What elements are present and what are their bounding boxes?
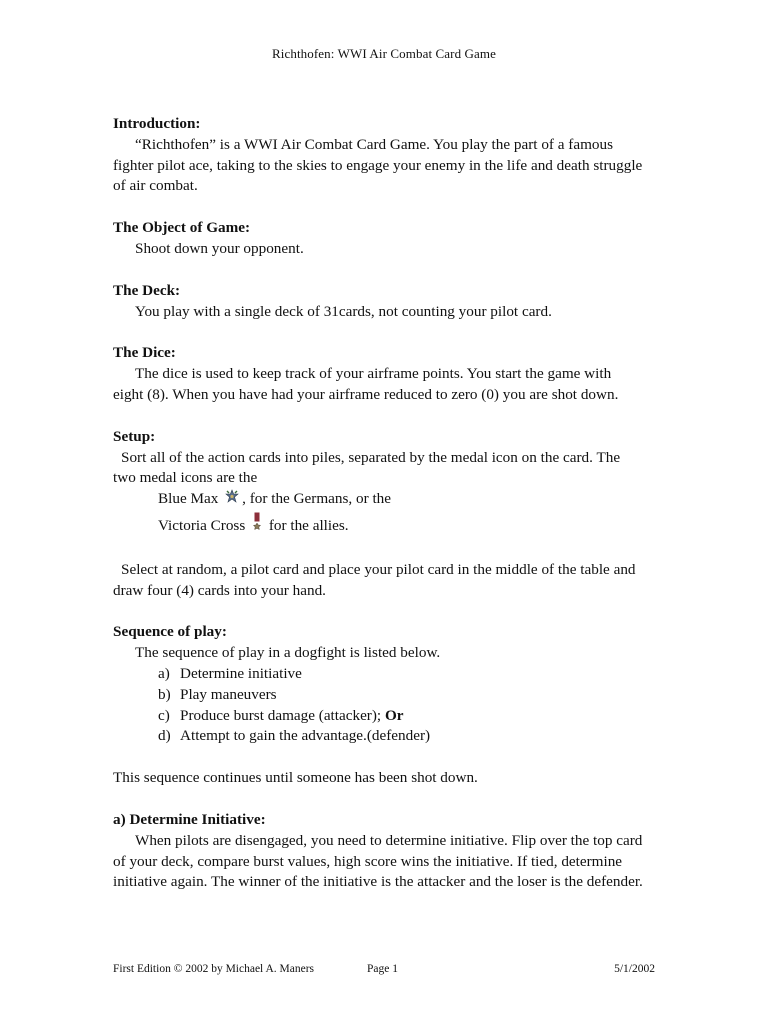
initiative-heading: a) Determine Initiative:: [113, 810, 266, 828]
list-marker: c): [158, 706, 170, 724]
blue-max-label: Blue Max: [158, 490, 219, 508]
list-item-text: Produce burst damage (attacker);: [180, 706, 382, 724]
blue-max-suffix: , for the Germans, or the: [242, 490, 391, 508]
list-item: [158, 706, 643, 727]
initiative-text: When pilots are disengaged, you need to determine initiative. Flip over the top card of your deck, compare burst values, high score wins the initiative. If tied, determine initiative again. The winner of the initiative is the attacker and the loser is the defender.: [113, 831, 643, 891]
list-item-text: Attempt to gain the advantage.(defender): [180, 727, 431, 745]
blue-max-line: [113, 489, 643, 512]
sequence-intro: The sequence of play in a dogfight is listed below.: [135, 644, 441, 662]
victoria-cross-medal-icon: [251, 512, 263, 539]
list-marker: b): [158, 685, 171, 703]
introduction-heading: Introduction:: [113, 115, 201, 132]
victoria-cross-suffix: for the allies.: [268, 516, 349, 534]
sequence-list: [113, 664, 643, 747]
setup-section: [113, 427, 643, 602]
sequence-heading: Sequence of play:: [113, 623, 227, 641]
introduction-section: [113, 114, 643, 197]
list-item-text: Determine initiative: [180, 664, 302, 682]
list-item-text: Play maneuvers: [180, 685, 277, 703]
setup-heading: Setup:: [113, 427, 156, 445]
deck-heading: The Deck:: [113, 281, 181, 299]
blue-max-medal-icon: [224, 489, 240, 512]
object-heading: The Object of Game:: [113, 219, 251, 237]
initiative-section: [113, 810, 643, 893]
dice-heading: The Dice:: [113, 344, 176, 362]
victoria-cross-label: Victoria Cross: [158, 516, 246, 534]
victoria-cross-line: [113, 512, 643, 539]
deck-text: You play with a single deck of 31cards, not counting your pilot card.: [135, 302, 552, 320]
list-item: [158, 664, 643, 685]
footer-date: 5/1/2002: [614, 963, 655, 975]
setup-text-2: Select at random, a pilot card and place your pilot card in the middle of the table and draw four (4) cards into your hand.: [113, 560, 636, 599]
document-body: [113, 114, 643, 914]
setup-text: Sort all of the action cards into piles, separated by the medal icon on the card. The two medal icons are the: [113, 448, 621, 487]
object-text: Shoot down your opponent.: [135, 239, 304, 257]
object-section: [113, 218, 643, 260]
sequence-section: [113, 622, 643, 789]
dice-section: [113, 343, 643, 405]
footer-copyright: First Edition © 2002 by Michael A. Maners: [113, 963, 315, 975]
list-marker: d): [158, 727, 171, 745]
deck-section: [113, 281, 643, 323]
list-item-emphasis: Or: [384, 706, 404, 724]
list-item: [158, 685, 643, 706]
list-marker: a): [158, 664, 170, 682]
page-header: Richthofen: WWI Air Combat Card Game: [272, 46, 496, 61]
sequence-closing: This sequence continues until someone has been shot down.: [113, 769, 478, 787]
footer-page-number: Page 1: [367, 963, 398, 975]
introduction-text: “Richthofen” is a WWI Air Combat Card Game. You play the part of a famous fighter pilot ace, taking to the skies to engage your enemy in the life and death struggle of air combat.: [113, 135, 643, 195]
list-item: [158, 726, 643, 747]
dice-text: The dice is used to keep track of your airframe points. You start the game with eight (8). When you have had your airframe reduced to zero (0) you are shot down.: [113, 365, 619, 403]
